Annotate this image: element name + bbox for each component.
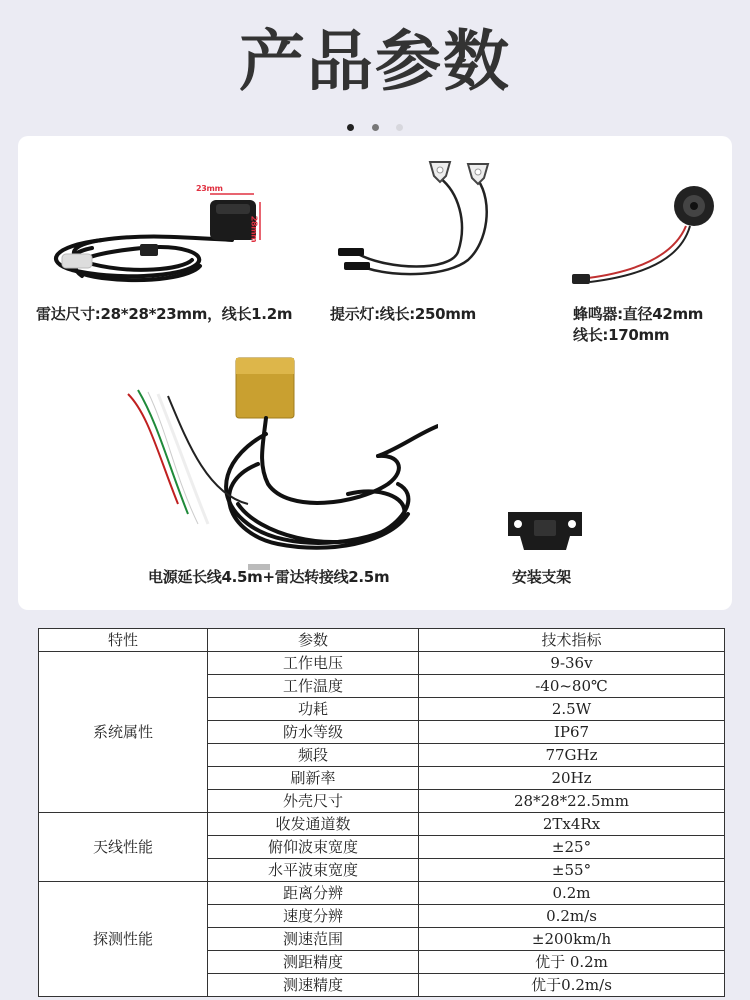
value-cell: 77GHz — [419, 744, 725, 767]
product-image-card — [18, 136, 732, 610]
radar-sensor-image — [32, 182, 272, 302]
group-antenna-performance: 天线性能 — [39, 813, 208, 882]
param-cell: 速度分辨 — [208, 905, 419, 928]
indicator-caption: 提示灯:线长:250mm — [330, 305, 476, 323]
param-cell: 工作温度 — [208, 675, 419, 698]
param-cell: 频段 — [208, 744, 419, 767]
value-cell: IP67 — [419, 721, 725, 744]
table-row — [39, 652, 725, 675]
bracket-caption: 安装支架 — [512, 568, 571, 586]
carousel-indicator — [0, 116, 750, 135]
radar-dim-height-label: 28mm — [249, 215, 259, 243]
table-row — [39, 813, 725, 836]
carousel-dot-2[interactable] — [372, 124, 379, 131]
param-cell: 测速精度 — [208, 974, 419, 997]
radar-dim-width-label: 23mm — [196, 184, 223, 193]
table-header-row — [39, 629, 725, 652]
param-cell: 测速范围 — [208, 928, 419, 951]
value-cell: 2Tx4Rx — [419, 813, 725, 836]
header-parameter: 参数 — [208, 629, 419, 652]
page-title: 产品参数 — [239, 23, 511, 100]
header-feature: 特性 — [39, 629, 208, 652]
group-detection-performance: 探测性能 — [39, 882, 208, 997]
cable-harness-image — [108, 354, 438, 574]
param-cell: 工作电压 — [208, 652, 419, 675]
value-cell: 优于0.2m/s — [419, 974, 725, 997]
group-system-attributes: 系统属性 — [39, 652, 208, 813]
radar-caption: 雷达尺寸:28*28*23mm，线长1.2m — [36, 305, 293, 323]
value-cell: -40~80℃ — [419, 675, 725, 698]
value-cell: ±200km/h — [419, 928, 725, 951]
param-cell: 外壳尺寸 — [208, 790, 419, 813]
mounting-bracket-image — [504, 506, 586, 554]
buzzer-caption-line1: 蜂鸣器:直径42mm — [573, 305, 704, 323]
value-cell: 0.2m — [419, 882, 725, 905]
table-row — [39, 882, 725, 905]
value-cell: 20Hz — [419, 767, 725, 790]
param-cell: 刷新率 — [208, 767, 419, 790]
value-cell: 2.5W — [419, 698, 725, 721]
cable-caption: 电源延长线4.5m+雷达转接线2.5m — [148, 568, 390, 586]
value-cell: ±25° — [419, 836, 725, 859]
param-cell: 测距精度 — [208, 951, 419, 974]
carousel-dot-1[interactable] — [347, 124, 354, 131]
value-cell: 优于 0.2m — [419, 951, 725, 974]
param-cell: 距离分辨 — [208, 882, 419, 905]
param-cell: 俯仰波束宽度 — [208, 836, 419, 859]
carousel-dot-3[interactable] — [396, 124, 403, 131]
buzzer-image — [558, 180, 728, 300]
value-cell: 0.2m/s — [419, 905, 725, 928]
header-spec: 技术指标 — [419, 629, 725, 652]
value-cell: 28*28*22.5mm — [419, 790, 725, 813]
param-cell: 收发通道数 — [208, 813, 419, 836]
buzzer-caption-line2: 线长:170mm — [573, 326, 670, 344]
param-cell: 防水等级 — [208, 721, 419, 744]
indicator-light-image — [318, 152, 508, 282]
spec-table — [38, 628, 725, 997]
param-cell: 水平波束宽度 — [208, 859, 419, 882]
value-cell: 9-36v — [419, 652, 725, 675]
param-cell: 功耗 — [208, 698, 419, 721]
value-cell: ±55° — [419, 859, 725, 882]
